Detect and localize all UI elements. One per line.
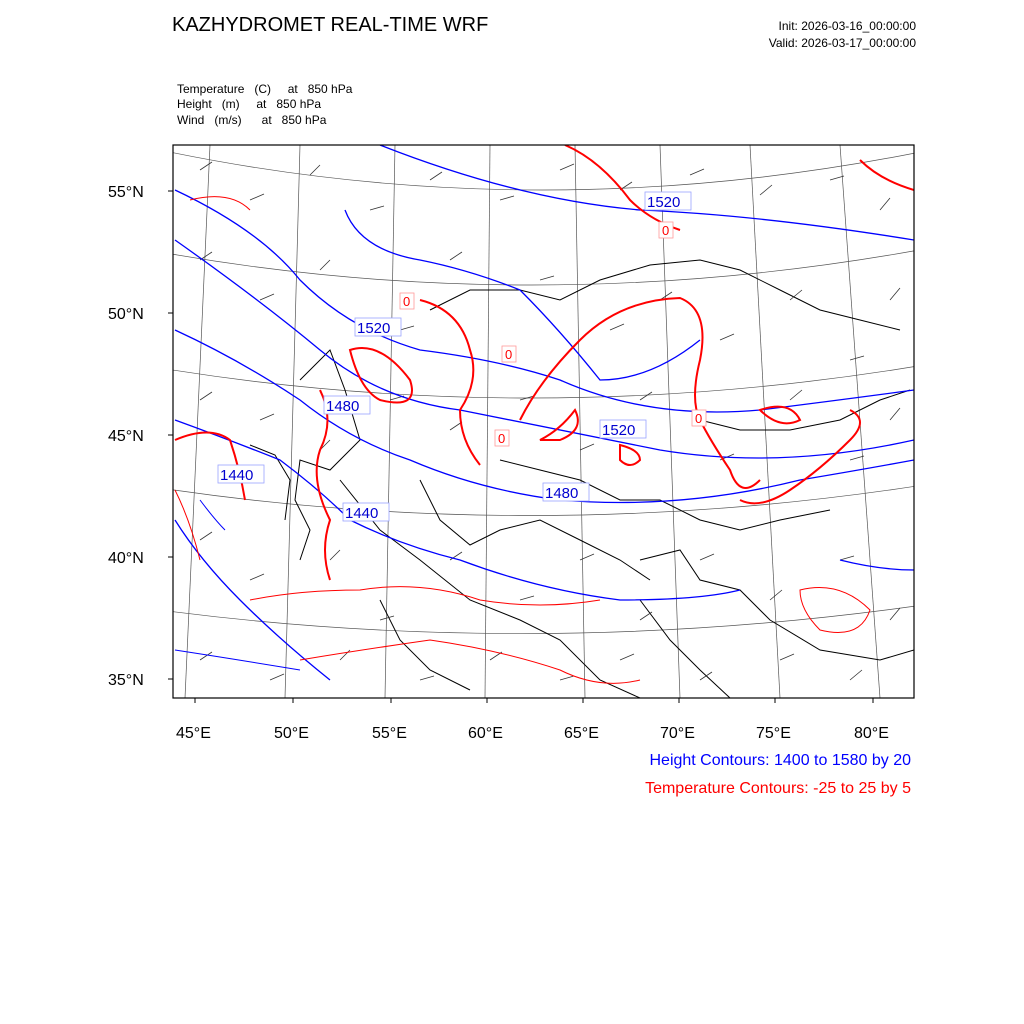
contour-label-1440-a: 1440 [220,467,254,484]
lon-label-60: 60°E [468,725,503,742]
contour-label-1440-b: 1440 [345,505,379,522]
lon-label-45: 45°E [176,725,211,742]
lon-label-50: 50°E [274,725,309,742]
temp-label-0-d: 0 [498,431,506,446]
lon-label-70: 70°E [660,725,695,742]
graticule [160,145,930,698]
temperature-contours-legend: Temperature Contours: -25 to 25 by 5 [645,780,911,797]
contour-label-1480-b: 1480 [545,485,579,502]
temp-label-0-b: 0 [403,294,411,309]
latitude-labels [108,184,144,689]
valid-time: Valid: 2026-03-17_00:00:00 [768,36,916,50]
field-temperature: Temperature (C) at 850 hPa [177,82,353,96]
longitude-axis [195,698,873,703]
longitude-labels [176,725,889,742]
lat-label-50: 50°N [108,306,144,323]
height-contours-legend: Height Contours: 1400 to 1580 by 20 [649,752,911,769]
field-height: Height (m) at 850 hPa [177,97,322,111]
lat-label-35: 35°N [108,672,144,689]
field-wind: Wind (m/s) at 850 hPa [177,113,327,127]
temp-label-0-e: 0 [695,411,703,426]
lon-label-75: 75°E [756,725,791,742]
contour-label-1520-a: 1520 [647,194,681,211]
lat-label-45: 45°N [108,428,144,445]
country-borders [250,260,914,698]
latitude-axis [168,191,173,679]
lon-label-80: 80°E [854,725,889,742]
map-title: KAZHYDROMET REAL-TIME WRF [172,14,489,36]
height-contours [175,145,914,680]
contour-label-1480-a: 1480 [326,398,360,415]
lon-label-55: 55°E [372,725,407,742]
height-contour-labels [218,192,691,522]
contour-label-1520-c: 1520 [602,422,636,439]
temp-label-0-c: 0 [505,347,513,362]
lat-label-40: 40°N [108,550,144,567]
plot-frame [173,145,914,698]
contour-label-1520-b: 1520 [357,320,391,337]
height-contours-thin [175,500,300,670]
temperature-contour-labels [400,222,706,446]
init-time: Init: 2026-03-16_00:00:00 [778,19,916,33]
temp-label-0-a: 0 [662,223,670,238]
lon-label-65: 65°E [564,725,599,742]
lat-label-55: 55°N [108,184,144,201]
